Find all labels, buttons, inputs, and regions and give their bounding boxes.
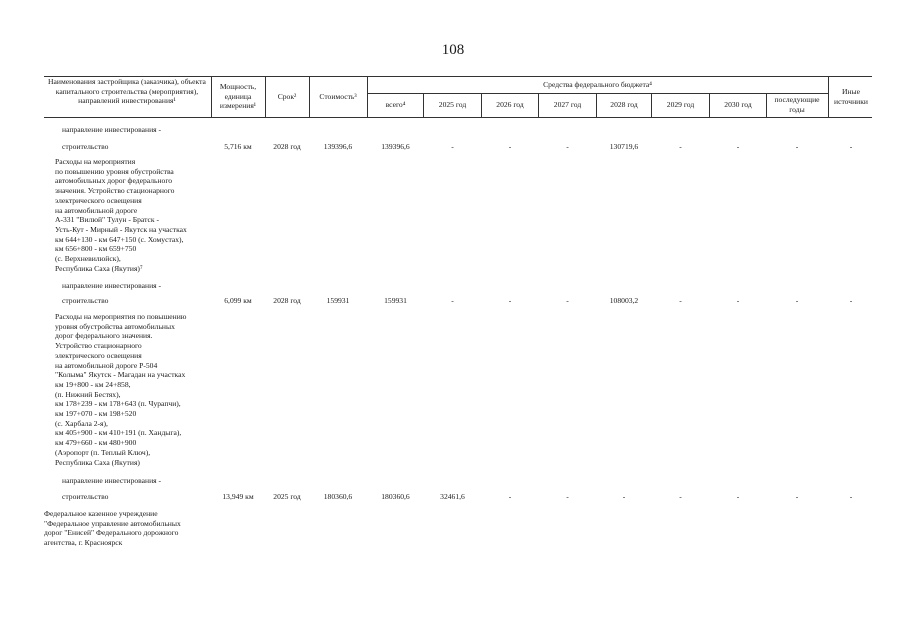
cell-other: - xyxy=(849,296,853,305)
cell-2029: - xyxy=(679,142,682,151)
object-description: Расходы на мероприятия по повышению уровня обустройства автомобильных дорог федерального значения. Устройство стационарного электрического освещения на автомобильной дороге Р-504 "Колыма" Якутск - Магадан на участках км 19+800 - км 24+858, (п. Нижний Бестях), км 178+239 - км 178+643 (п. Чурапчи), км 197+070 - км 198+520 (с. Харбала 2-я), км 405+900 - км 410+191 (п. Хандыга), км 479+660 - км 480+900 (Аэропорт (п. Теплый Ключ), Республика Саха (Якутия) xyxy=(55,312,187,467)
cell-2025: 32461,6 xyxy=(440,492,465,501)
header-year-2028: 2028 год xyxy=(610,100,638,109)
cell-cost: 159931 xyxy=(326,296,350,305)
cell-capacity: 6,099 км xyxy=(224,296,252,305)
page-number: 108 xyxy=(441,42,465,58)
header-term: Срок² xyxy=(277,92,297,101)
cell-2030: - xyxy=(736,296,740,305)
header-year-2025: 2025 год xyxy=(438,100,467,109)
cell-2025: - xyxy=(451,142,454,151)
federal-subheader-rule xyxy=(367,93,828,94)
row-label: строительство xyxy=(62,296,109,305)
cell-later: - xyxy=(795,296,799,305)
cell-capacity: 13,949 км xyxy=(222,492,254,501)
organization-name: Федеральное казенное учреждение "Федеральное управление автомобильных дорог "Енисей" Федерального дорожного агентства, г. Красноярск xyxy=(44,509,181,548)
row-label: строительство xyxy=(62,492,109,501)
cell-other: - xyxy=(849,142,853,151)
header-year-2029: 2029 год xyxy=(666,100,695,109)
cell-2029: - xyxy=(679,296,682,305)
cell-term: 2028 год xyxy=(273,296,301,305)
header-capacity: Мощность, единица измерения¹ xyxy=(219,82,257,111)
cell-2029: - xyxy=(679,492,682,501)
investment-direction-label: направление инвестирования - xyxy=(62,281,162,290)
cell-2030: - xyxy=(736,492,740,501)
cell-2027: - xyxy=(566,296,569,305)
investment-direction-label: направление инвестирования - xyxy=(62,476,162,485)
cell-cost: 139396,6 xyxy=(323,142,353,151)
cell-other: - xyxy=(849,492,853,501)
header-later-years: последующие годы xyxy=(774,95,820,114)
cell-total: 180360,6 xyxy=(381,492,410,501)
row-label: строительство xyxy=(62,142,109,151)
cell-2027: - xyxy=(566,142,569,151)
cell-2027: - xyxy=(566,492,569,501)
cell-later: - xyxy=(795,492,799,501)
cell-total: 139396,6 xyxy=(381,142,410,151)
header-year-2027: 2027 год xyxy=(553,100,582,109)
investment-direction-label: направление инвестирования - xyxy=(62,125,162,134)
object-description: Расходы на мероприятия по повышению уровня обустройства автомобильных дорог федерального значения. Устройство стационарного электрического освещения на автомобильной дороге А-331 "Вилюй" Тулун - Братск - Усть-Кут - Мирный - Якутск на участках км 644+130 - км 647+150 (с. Хомустах), км 656+800 - км 659+750 (с. Верхневилюйск), Республика Саха (Якутия)⁷ xyxy=(55,157,187,273)
header-bottom-rule xyxy=(44,117,872,118)
cell-2028: 108003,2 xyxy=(609,296,639,305)
cell-term: 2025 год xyxy=(273,492,301,501)
cell-2025: - xyxy=(451,296,454,305)
cell-2026: - xyxy=(508,142,512,151)
header-name: Наименования застройщика (заказчика), объекта капитального строительства (мероприятия), направлений инвестирования¹ xyxy=(48,77,206,106)
cell-cost: 180360,6 xyxy=(323,492,353,501)
header-other-sources: Иные источники xyxy=(834,87,868,106)
cell-2026: - xyxy=(508,296,512,305)
cell-2028: 130719,6 xyxy=(609,142,639,151)
cell-capacity: 5,716 км xyxy=(224,142,252,151)
cell-term: 2028 год xyxy=(273,142,301,151)
cell-later: - xyxy=(795,142,799,151)
header-year-2030: 2030 год xyxy=(724,100,752,109)
header-cost: Стоимость³ xyxy=(319,92,357,101)
header-total: всего⁴ xyxy=(385,100,406,109)
cell-total: 159931 xyxy=(384,296,407,305)
cell-2026: - xyxy=(508,492,512,501)
header-year-2026: 2026 год xyxy=(496,100,524,109)
header-federal-budget: Средства федерального бюджета⁴ xyxy=(543,80,652,89)
cell-2030: - xyxy=(736,142,740,151)
cell-2028: - xyxy=(622,492,626,501)
